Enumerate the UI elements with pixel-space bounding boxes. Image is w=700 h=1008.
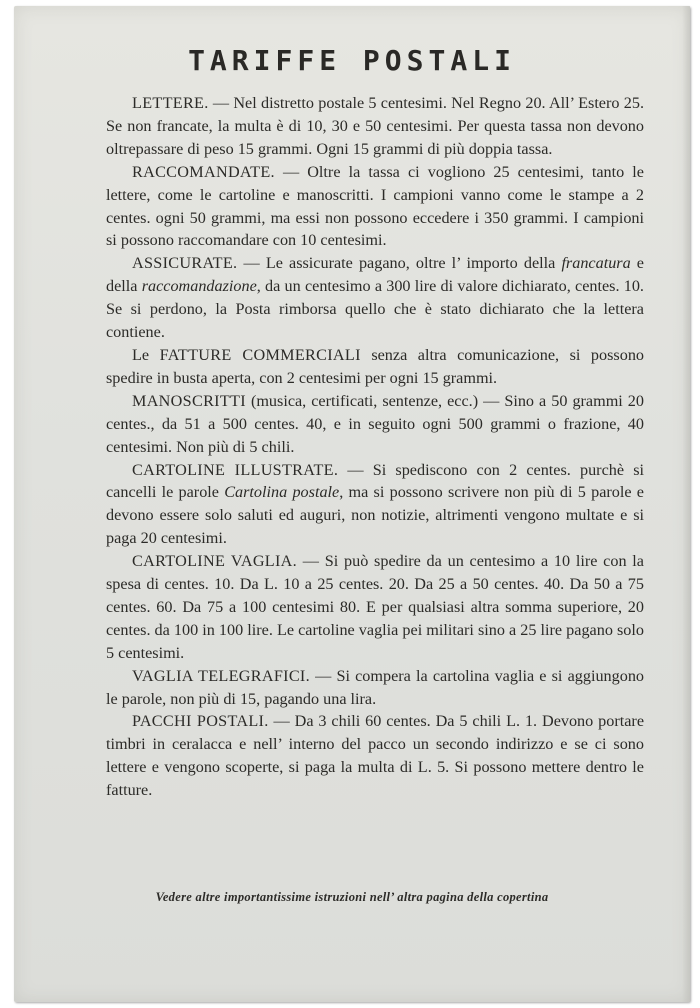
section-manoscritti	[106, 390, 644, 459]
section-text: , ma si possono scrivere non più di 5 parole e devono essere solo saluti ed auguri, non notizie, altrimenti vengono multate e si paga 20 centesimi.	[106, 483, 644, 548]
section-fatture-commerciali	[106, 344, 644, 390]
section-heading: LETTERE.	[132, 94, 209, 112]
section-text: — Le assicurate pagano, oltre l’ importo della	[237, 254, 562, 273]
emphasis-cartolina-postale: Cartolina postale	[224, 483, 340, 502]
section-text: Le	[132, 345, 160, 364]
section-raccomandate	[106, 161, 644, 253]
section-heading: FATTURE COMMERCIALI	[159, 345, 361, 364]
section-pacchi-postali	[106, 710, 644, 802]
section-vaglia-telegrafici	[106, 665, 644, 711]
section-heading: CARTOLINE ILLUSTRATE.	[132, 460, 339, 479]
section-cartoline-vaglia	[106, 550, 644, 665]
section-text: — Si compera la cartolina vaglia e si aggiungono le parole, non più di 15, pagando una lira.	[106, 666, 645, 708]
section-text: senza altra comunicazione, si possono spedire in busta aperta, con 2 centesimi per ogni 15 grammi.	[106, 345, 645, 387]
footer-note: Vedere altre importantissime istruzioni nell’ altra pagina della copertina	[155, 890, 549, 904]
page-title: TARIFFE POSTALI	[188, 44, 516, 77]
section-lettere	[106, 92, 644, 161]
section-text: — Da 3 chili 60 centes. Da 5 chili L. 1. Devono portare timbri in ceralacca e nell’ interno del pacco un secondo indirizzo e se ci sono lettere e vengono scoperte, si paga la multa di L. 5. Si possono mettere dentro le fatture.	[106, 712, 644, 800]
tariff-text-body	[106, 92, 644, 802]
section-heading: RACCOMANDATE.	[132, 162, 275, 181]
section-heading: ASSICURATE.	[132, 254, 238, 273]
section-assicurate	[106, 252, 644, 344]
section-text: (musica, certificati, sentenze, ecc.) — Sino a 50 grammi 20 centes., da 51 a 500 centes. 40, e in seguito ogni 500 grammi o frazione, 40 centesimi. Non più di 5 chili.	[106, 391, 644, 456]
section-text: — Nel distretto postale 5 centesimi. Nel Regno 20. All’ Estero 25. Se non francate, la multa è di 10, 30 e 50 centesimi. Per questa tassa non devono oltrepassare di peso 15 grammi. Ogni 15 grammi di più doppia tassa.	[106, 94, 644, 158]
section-heading: CARTOLINE VAGLIA.	[132, 552, 298, 571]
emphasis-francatura: francatura	[561, 254, 631, 273]
section-heading: VAGLIA TELEGRAFICI.	[132, 666, 310, 685]
section-text: — Si spediscono con 2 centes. purchè si cancelli le parole	[106, 460, 645, 502]
section-heading: MANOSCRITTI	[132, 391, 246, 410]
section-heading: PACCHI POSTALI.	[132, 712, 269, 731]
section-cartoline-illustrate	[106, 459, 644, 551]
section-text: — Si può spedire da un centesimo a 10 lire con la spesa di centes. 10. Da L. 10 a 25 centes. 20. Da 25 a 50 centes. 40. Da 50 a 75 centes. 60. Da 75 a 100 centesimi 80. E per qualsiasi altra somma superiore, 20 centes. da 100 in 100 lire. Le cartoline vaglia pei militari sino a 25 lire pagano solo 5 centesimi.	[106, 552, 644, 662]
section-text: — Oltre la tassa ci vogliono 25 centesimi, tanto le lettere, come le cartoline e manoscritti. I campioni vanno come le stampe a 2 centes. ogni 50 grammi, ma essi non possono eccedere i 350 grammi. I campioni si possono raccomandare con 10 centesimi.	[106, 162, 644, 250]
postal-tariff-page	[14, 6, 690, 1002]
emphasis-raccomandazione: raccomandazione	[141, 277, 257, 296]
section-text: e della	[106, 254, 644, 296]
section-text: , da un centesimo a 300 lire di valore dichiarato, centes. 10. Se si perdono, la Posta rimborsa quello che è stato dichiarato che la lettera contiene.	[106, 277, 644, 342]
